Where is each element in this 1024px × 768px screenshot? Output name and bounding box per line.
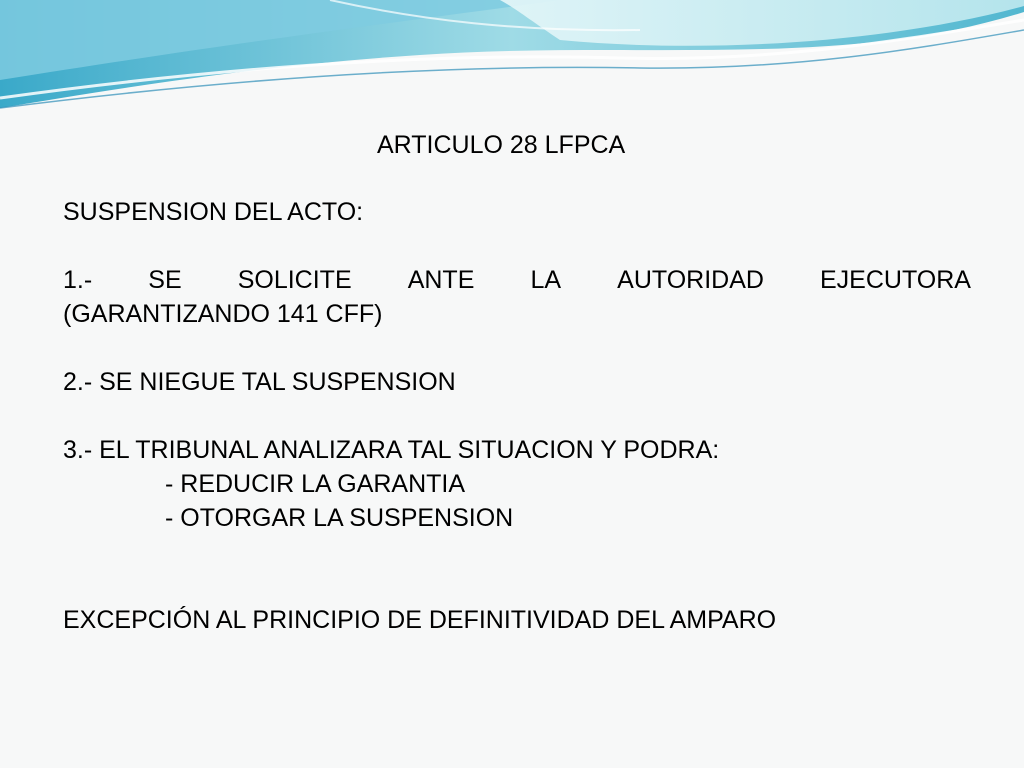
slide-title: ARTICULO 28 LFPCA (377, 131, 626, 159)
sub-item-1: - REDUCIR LA GARANTIA (165, 470, 466, 498)
item-1-word: AUTORIDAD (617, 266, 764, 294)
item-1-line-1 (63, 265, 971, 295)
item-1-line-2: (GARANTIZANDO 141 CFF) (63, 300, 383, 328)
item-1-word: SOLICITE (237, 266, 352, 294)
wave-decoration (0, 0, 1024, 120)
item-1-word: LA (530, 266, 562, 294)
item-1-word: EJECUTORA (820, 266, 971, 294)
item-1-word: SE (148, 266, 182, 294)
item-3: 3.- EL TRIBUNAL ANALIZARA TAL SITUACION Y PODRA: (63, 436, 720, 464)
item-2: 2.- SE NIEGUE TAL SUSPENSION (63, 368, 456, 396)
item-1-word: 1.- (63, 266, 93, 294)
sub-item-2: - OTORGAR LA SUSPENSION (165, 504, 514, 532)
item-1-word: ANTE (407, 266, 475, 294)
footer-statement: EXCEPCIÓN AL PRINCIPIO DE DEFINITIVIDAD DEL AMPARO (63, 606, 777, 634)
section-heading: SUSPENSION DEL ACTO: (63, 198, 364, 226)
